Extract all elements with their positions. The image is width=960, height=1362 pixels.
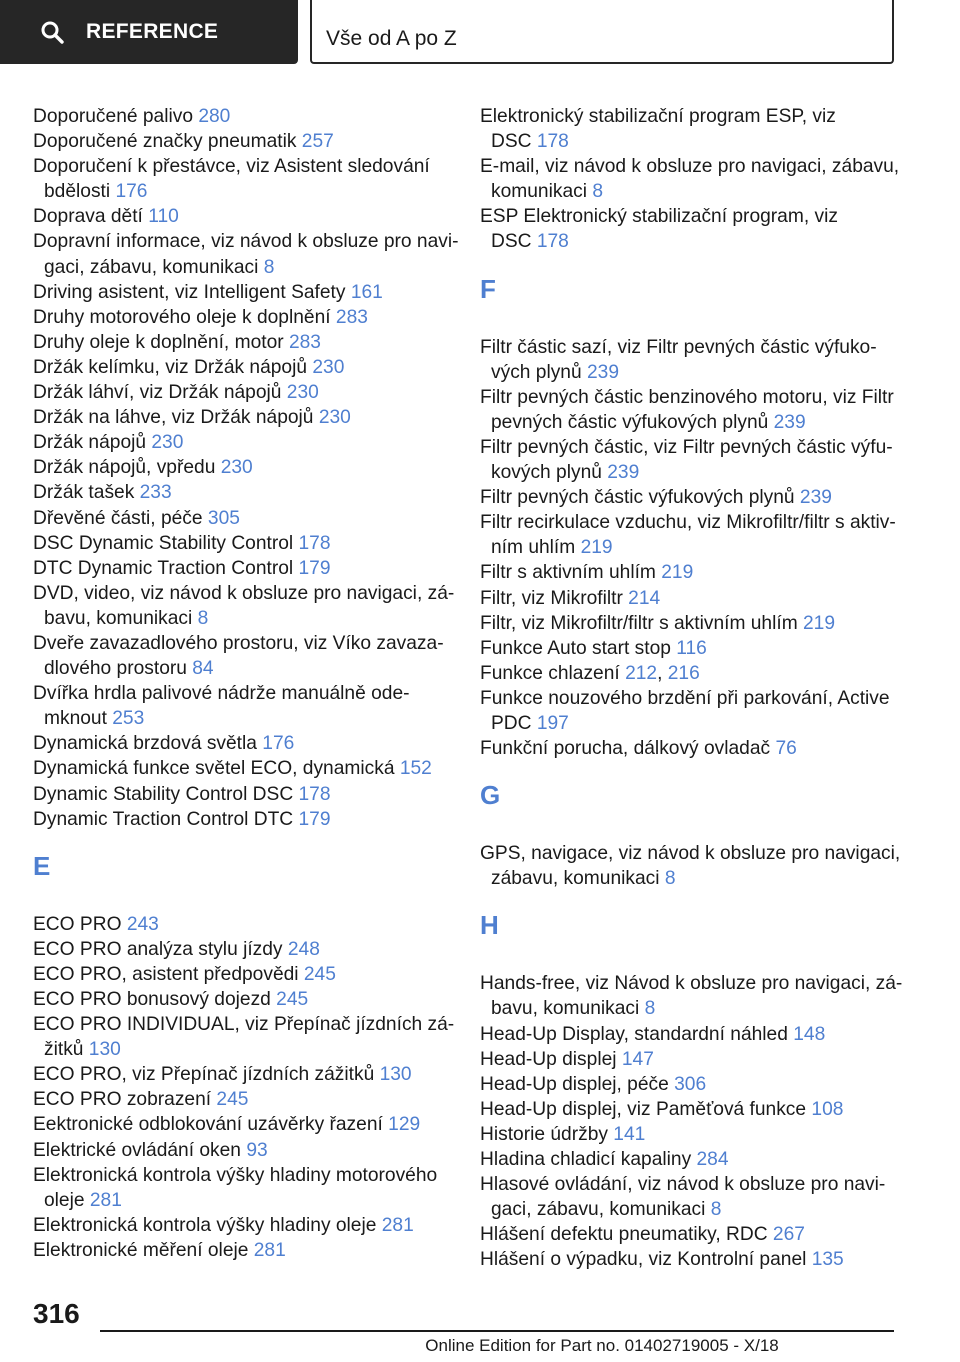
entry-text: Doporučení k přestávce, viz Asistent sledování	[33, 156, 430, 178]
page-link[interactable]: 239	[586, 361, 619, 383]
page-link[interactable]: 257	[301, 131, 334, 153]
index-entry	[33, 430, 453, 455]
page-link[interactable]: 219	[661, 562, 694, 584]
index-entry	[480, 1047, 900, 1072]
entry-text: ECO PRO, viz Přepínač jízdních zážitků	[33, 1064, 380, 1086]
page-link[interactable]: 230	[312, 356, 345, 378]
entry-text: ECO PRO, asistent předpovědi	[33, 963, 304, 985]
page-link[interactable]: 8	[197, 607, 209, 629]
page-link[interactable]: 8	[263, 256, 275, 278]
index-entry	[33, 330, 453, 355]
index-entry	[480, 510, 900, 560]
index-entry	[33, 129, 453, 154]
page-link[interactable]: 243	[126, 913, 159, 935]
page-link[interactable]: 176	[262, 733, 295, 755]
entry-text: Dynamická funkce světel ECO, dynamická	[33, 758, 400, 780]
page-link[interactable]: 93	[246, 1139, 268, 1161]
index-column-left	[33, 104, 459, 1263]
page-link[interactable]: 147	[621, 1048, 654, 1070]
index-entry	[33, 1238, 453, 1263]
entry-text: žitků	[44, 1039, 89, 1061]
page-link[interactable]: 179	[298, 557, 331, 579]
index-entry	[33, 782, 453, 807]
page-link[interactable]: 178	[298, 783, 331, 805]
index-entry	[480, 636, 900, 661]
entry-text: zábavu, komunikaci	[491, 868, 665, 890]
page-link[interactable]: 305	[207, 507, 240, 529]
page-link[interactable]: 253	[112, 708, 145, 730]
entry-text: Druhy oleje k doplnění, motor	[33, 331, 289, 353]
page-link[interactable]: 280	[198, 106, 231, 127]
index-entry	[33, 756, 453, 781]
page-link[interactable]: 148	[793, 1023, 826, 1045]
page-link[interactable]: 8	[644, 998, 656, 1020]
page-link[interactable]: 284	[696, 1149, 729, 1170]
index-entry	[33, 681, 453, 731]
entry-text: gaci, zábavu, komunikaci	[491, 1199, 711, 1221]
index-entry	[480, 335, 900, 385]
index-entry	[480, 154, 900, 204]
page-link[interactable]: 84	[192, 658, 214, 680]
page-number: 316	[33, 1298, 80, 1329]
index-entry	[33, 229, 459, 279]
index-entry	[33, 154, 453, 204]
entry-text: Head-Up displej, viz Paměťová funkce	[480, 1098, 812, 1120]
index-letter: G	[480, 780, 501, 811]
index-entry	[480, 385, 900, 435]
entry-text: Držák nápojů	[33, 432, 152, 454]
index-entry	[33, 1112, 453, 1137]
entry-text: GPS, navigace, viz návod k obsluze pro navigaci,	[480, 843, 901, 865]
index-entry	[33, 1062, 453, 1087]
page-link[interactable]: 245	[276, 989, 309, 1010]
page-link[interactable]: 281	[381, 1214, 414, 1236]
page-link[interactable]: 161	[350, 281, 383, 303]
index-entry	[480, 736, 900, 761]
footer-text: Online Edition for Part no. 01402719005 - X/18	[425, 1336, 779, 1355]
index-entry	[480, 560, 900, 585]
page-link[interactable]: 219	[580, 537, 613, 559]
index-entry	[480, 841, 900, 891]
page-link[interactable]: 245	[303, 963, 336, 985]
index-entry	[33, 355, 453, 380]
index-entry	[480, 586, 900, 611]
page-link[interactable]: 129	[388, 1114, 421, 1136]
entry-text: ECO PRO INDIVIDUAL, viz Přepínač jízdních zá‐	[33, 1014, 455, 1036]
entry-text: Filtr s aktivním uhlím	[480, 562, 662, 584]
page-link[interactable]: 230	[318, 407, 351, 429]
page-link[interactable]: 110	[148, 206, 179, 228]
index-entry	[33, 807, 453, 832]
index-entry	[33, 280, 453, 305]
page-link[interactable]: 178	[536, 231, 569, 253]
entry-text: Dveře zavazadlového prostoru, viz Víko zavaza‐	[33, 632, 444, 654]
page-link[interactable]: 283	[288, 331, 321, 353]
page-link[interactable]: 116	[676, 637, 707, 659]
entry-text: Dopravní informace, viz návod k obsluze pro navi‐	[33, 231, 459, 253]
entry-text: ECO PRO zobrazení	[33, 1089, 217, 1111]
index-entry	[480, 686, 900, 736]
entry-text: vých plynů	[491, 361, 587, 383]
entry-text: Dynamic Stability Control DSC	[33, 783, 299, 805]
entry-text: Funkce Auto start stop	[480, 637, 677, 659]
chapter-title: Vše od A po Z	[326, 27, 457, 50]
page-link[interactable]: 108	[811, 1098, 844, 1120]
entry-text: Dřevěné části, péče	[33, 507, 208, 529]
entry-text: Hlášení defektu pneumatiky, RDC	[480, 1224, 773, 1246]
entry-text: Funkce nouzového brzdění při parkování, Active	[480, 687, 890, 709]
entry-text: Hlášení o výpadku, viz Kontrolní panel	[480, 1249, 812, 1271]
entry-text: Držák na láhve, viz Držák nápojů	[33, 407, 319, 429]
index-entry	[480, 1072, 900, 1097]
entry-text: DVD, video, viz návod k obsluze pro navigaci, zá‐	[33, 582, 455, 604]
page-link[interactable]: 130	[379, 1064, 412, 1086]
chapter-header	[310, 0, 894, 64]
entry-text: DTC Dynamic Traction Control	[33, 557, 299, 579]
entry-text: Filtr pevných částic, viz Filtr pevných částic výfu‐	[480, 436, 893, 458]
page-link[interactable]: 130	[88, 1039, 121, 1061]
entry-text: Funkce chlazení	[480, 662, 626, 684]
entry-text: Elektronický stabilizační program ESP, viz	[480, 106, 836, 127]
page-link[interactable]: 8	[592, 181, 603, 203]
page-link[interactable]: 230	[286, 382, 319, 404]
page-link[interactable]: 176	[115, 181, 148, 203]
entry-text: oleje	[44, 1189, 90, 1211]
index-entry	[480, 1247, 900, 1272]
entry-text: Filtr pevných částic benzinového motoru, viz Filtr	[480, 386, 894, 408]
page-link[interactable]: 283	[335, 306, 368, 328]
index-entry	[33, 104, 453, 129]
page-link[interactable]: 281	[89, 1189, 122, 1211]
index-entry	[33, 1213, 453, 1238]
entry-text: Držák tašek	[33, 482, 140, 504]
entry-text: Dynamická brzdová světla	[33, 733, 263, 755]
entry-text: kových plynů	[491, 462, 608, 484]
reference-tab[interactable]	[0, 0, 298, 64]
index-entry	[33, 631, 453, 681]
index-letter: F	[480, 273, 496, 304]
index-letter: E	[33, 850, 51, 881]
index-entry	[33, 1012, 453, 1062]
page-link[interactable]: 216	[667, 662, 700, 684]
page-link[interactable]: 239	[799, 487, 832, 509]
index-entry	[33, 962, 453, 987]
entry-text: bavu, komunikaci	[491, 998, 645, 1020]
search-icon	[40, 19, 66, 45]
entry-text: Driving asistent, viz Intelligent Safety	[33, 281, 351, 303]
entry-text: ECO PRO bonusový dojezd	[33, 989, 277, 1010]
page-link[interactable]: 239	[607, 462, 640, 484]
index-entry	[33, 987, 453, 1012]
entry-text: DSC Dynamic Stability Control	[33, 532, 299, 554]
entry-text: bdělosti	[44, 181, 116, 203]
entry-text: Elektronická kontrola výšky hladiny motorového	[33, 1164, 438, 1186]
index-entry	[480, 1147, 900, 1172]
entry-text: dlového prostoru	[44, 658, 193, 680]
entry-text: Filtr, viz Mikrofiltr	[480, 587, 629, 609]
page-link[interactable]: 178	[298, 532, 331, 554]
index-entry	[33, 1138, 453, 1163]
index-entry	[33, 480, 453, 505]
page-link[interactable]: 212	[625, 662, 658, 684]
entry-text: Druhy motorového oleje k doplnění	[33, 306, 336, 328]
page-link[interactable]: 239	[773, 411, 806, 433]
entry-text: Doprava dětí	[33, 206, 149, 228]
entry-text: Doporučené značky pneumatik	[33, 131, 302, 153]
entry-text: Elektronické měření oleje	[33, 1239, 254, 1261]
entry-text: Držák nápojů, vpředu	[33, 457, 221, 479]
page-link[interactable]: 8	[710, 1199, 722, 1221]
entry-text: pevných částic výfukových plynů	[491, 411, 774, 433]
entry-text: Elektrické ovládání oken	[33, 1139, 247, 1161]
footer-rule	[100, 1330, 894, 1332]
page-link[interactable]: 219	[803, 612, 836, 634]
entry-text: Držák láhví, viz Držák nápojů	[33, 382, 287, 404]
index-entry	[33, 204, 453, 229]
index-entry	[33, 1163, 453, 1213]
index-entry	[480, 104, 900, 154]
entry-text: gaci, zábavu, komunikaci	[44, 256, 264, 278]
index-entry	[480, 1022, 900, 1047]
index-entry	[33, 531, 453, 556]
entry-text: Dvířka hrdla palivové nádrže manuálně ode‐	[33, 683, 410, 705]
index-entry	[33, 1087, 453, 1112]
page-link[interactable]: 233	[139, 482, 172, 504]
index-entry	[480, 435, 900, 485]
index-entry: Funkce chlazení 212, 216	[480, 662, 700, 684]
index-entry	[33, 581, 453, 631]
entry-text: Historie údržby	[480, 1123, 614, 1145]
entry-text: E-mail, viz návod k obsluze pro navigaci, zábavu,	[480, 156, 900, 178]
index-entry	[480, 1222, 900, 1247]
page-link[interactable]: 141	[613, 1123, 646, 1145]
entry-text: komunikaci	[491, 181, 593, 203]
index-entry	[480, 971, 903, 1021]
entry-text: Doporučené palivo	[33, 106, 199, 127]
page-link[interactable]: 230	[151, 432, 184, 454]
index-entry	[33, 506, 453, 531]
index-entry	[33, 556, 453, 581]
entry-text: ECO PRO	[33, 913, 127, 935]
index-entry	[33, 380, 453, 405]
entry-text: Head-Up displej	[480, 1048, 622, 1070]
page-link[interactable]: 76	[775, 738, 797, 760]
entry-text: PDC	[491, 712, 537, 734]
page-link[interactable]: 245	[216, 1089, 249, 1111]
entry-text: DSC	[491, 231, 537, 253]
entry-text: Funkční porucha, dálkový ovladač	[480, 738, 776, 760]
index-entry	[480, 485, 900, 510]
entry-text: Head-Up Display, standardní náhled	[480, 1023, 794, 1045]
entry-text: Filtr pevných částic výfukových plynů	[480, 487, 800, 509]
entry-text: Filtr recirkulace vzduchu, viz Mikrofiltr/filtr s aktiv‐	[480, 512, 896, 534]
index-letter: H	[480, 910, 499, 941]
page-link[interactable]: 8	[664, 868, 676, 890]
entry-text: Filtr, viz Mikrofiltr/filtr s aktivním uhlím	[480, 612, 804, 634]
entry-text: bavu, komunikaci	[44, 607, 198, 629]
index-column-right	[480, 104, 903, 1272]
index-entry	[33, 731, 453, 756]
index-entry	[33, 305, 453, 330]
entry-text: Head-Up displej, péče	[480, 1073, 675, 1095]
entry-text: ESP Elektronický stabilizační program, viz	[480, 206, 838, 228]
entry-text: DSC	[491, 131, 537, 153]
index-entry	[480, 1172, 900, 1222]
entry-text: Hands-free, viz Návod k obsluze pro navigaci, zá‐	[480, 973, 903, 995]
index-entry	[33, 405, 453, 430]
page-link[interactable]: 267	[772, 1224, 805, 1246]
entry-text: ECO PRO analýza stylu jízdy	[33, 938, 288, 960]
page-link[interactable]: 135	[811, 1249, 844, 1271]
index-entry	[480, 204, 900, 254]
page-link[interactable]: 306	[674, 1073, 707, 1095]
page-link[interactable]: 248	[287, 938, 320, 960]
page-link[interactable]: 152	[399, 758, 432, 780]
entry-text: Filtr částic sazí, viz Filtr pevných částic výfuko‐	[480, 336, 877, 358]
entry-text: Hlasové ovládání, viz návod k obsluze pro navi‐	[480, 1174, 886, 1196]
entry-text: Hladina chladicí kapaliny	[480, 1149, 697, 1170]
index-entry	[33, 912, 453, 937]
page-link[interactable]: 178	[536, 131, 569, 153]
entry-text: Dynamic Traction Control DTC	[33, 808, 299, 830]
page-link[interactable]: 230	[220, 457, 253, 479]
index-entry	[480, 1097, 900, 1122]
entry-text: Elektronická kontrola výšky hladiny oleje	[33, 1214, 382, 1236]
page-link[interactable]: 197	[536, 712, 569, 734]
page-link[interactable]: 281	[253, 1239, 286, 1261]
entry-text: Držák kelímku, viz Držák nápojů	[33, 356, 313, 378]
index-entry	[33, 937, 453, 962]
index-entry	[480, 611, 900, 636]
entry-text: Eektronické odblokování uzávěrky řazení	[33, 1114, 389, 1136]
page-link[interactable]: 179	[298, 808, 331, 830]
index-entry	[33, 455, 453, 480]
reference-label: REFERENCE	[86, 20, 219, 43]
entry-text: mknout	[44, 708, 113, 730]
page-link[interactable]: 214	[628, 587, 661, 609]
index-entry	[480, 1122, 900, 1147]
entry-text: ním uhlím	[491, 537, 581, 559]
